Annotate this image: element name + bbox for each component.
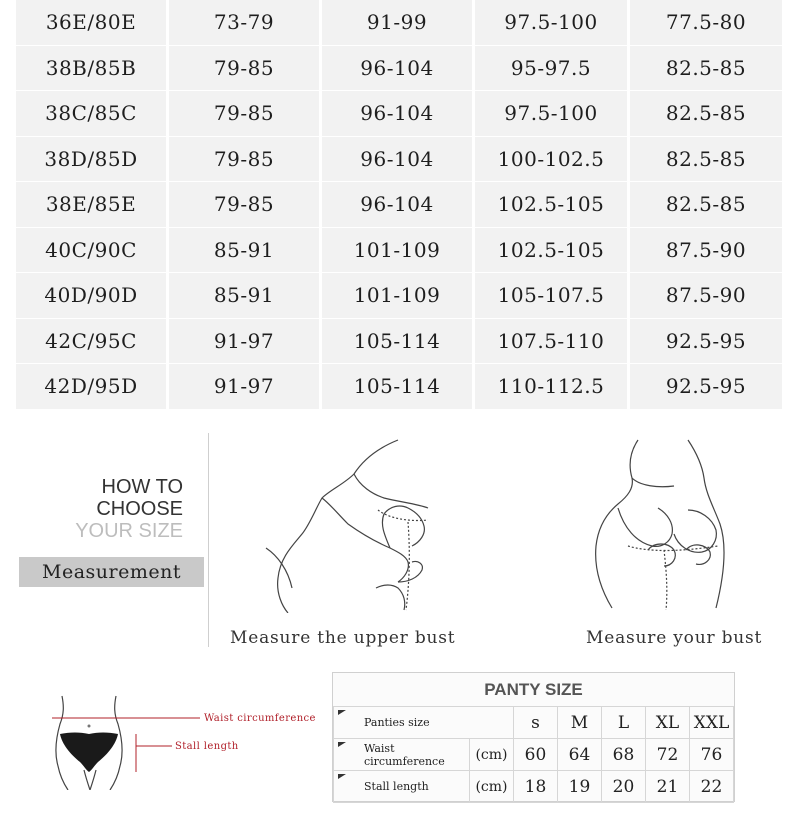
bra-measure-cell: 102.5-105 — [475, 182, 627, 227]
bra-measure-cell: 91-97 — [169, 319, 319, 364]
upper-bust-illustration — [258, 438, 458, 613]
panty-illustration — [50, 690, 330, 790]
bra-measure-cell: 96-104 — [322, 182, 472, 227]
bra-size-cell: 36E/80E — [16, 0, 166, 45]
bra-measure-cell: 79-85 — [169, 46, 319, 91]
bra-measure-cell: 77.5-80 — [630, 0, 782, 45]
bra-measure-cell: 82.5-85 — [630, 91, 782, 136]
corner-marker-icon — [338, 742, 346, 747]
bra-measure-cell: 105-107.5 — [475, 273, 627, 318]
bra-measure-cell: 91-97 — [169, 364, 319, 409]
bra-size-cell: 38D/85D — [16, 137, 166, 182]
waist-row-unit: (cm) — [470, 739, 514, 771]
waist-value: 76 — [690, 739, 734, 771]
corner-marker-icon — [338, 710, 346, 715]
bra-size-cell: 40C/90C — [16, 228, 166, 273]
bra-measure-cell: 95-97.5 — [475, 46, 627, 91]
panties-size-label: Panties size — [364, 716, 430, 729]
bra-table-row — [16, 46, 782, 91]
bra-measure-cell: 85-91 — [169, 228, 319, 273]
size-xl: XL — [646, 707, 690, 739]
bra-measure-cell: 105-114 — [322, 319, 472, 364]
bra-measure-cell: 96-104 — [322, 137, 472, 182]
bra-table-row — [16, 0, 782, 45]
bra-table-row — [16, 137, 782, 182]
bra-measure-cell: 92.5-95 — [630, 319, 782, 364]
panty-size-table — [333, 706, 734, 803]
bra-measure-cell: 79-85 — [169, 137, 319, 182]
bra-measure-cell: 107.5-110 — [475, 319, 627, 364]
howto-line-1: HOW TO — [101, 476, 183, 498]
bra-table-row — [16, 364, 782, 409]
bra-measure-cell: 100-102.5 — [475, 137, 627, 182]
panties-size-label-cell — [334, 707, 514, 739]
bra-measure-cell: 105-114 — [322, 364, 472, 409]
stall-value: 18 — [514, 771, 558, 803]
bra-table-row — [16, 182, 782, 227]
bra-measure-cell: 110-112.5 — [475, 364, 627, 409]
panty-size-panel — [332, 672, 735, 802]
stall-value: 22 — [690, 771, 734, 803]
bra-size-cell: 42C/95C — [16, 319, 166, 364]
bra-measure-cell: 101-109 — [322, 273, 472, 318]
bra-table-row — [16, 319, 782, 364]
stall-length-label: Stall length — [175, 741, 239, 752]
bra-size-table — [16, 0, 782, 410]
bra-table-row — [16, 228, 782, 273]
corner-marker-icon — [338, 774, 346, 779]
waist-value: 72 — [646, 739, 690, 771]
bra-measure-cell: 91-99 — [322, 0, 472, 45]
howto-line-3: YOUR SIZE — [75, 520, 183, 542]
size-l: L — [602, 707, 646, 739]
stall-row-label: Stall length — [364, 780, 429, 793]
howto-line-2: CHOOSE — [96, 498, 183, 520]
bra-measure-cell: 92.5-95 — [630, 364, 782, 409]
bra-measure-cell: 102.5-105 — [475, 228, 627, 273]
bra-measure-cell: 96-104 — [322, 46, 472, 91]
bra-measure-cell: 79-85 — [169, 182, 319, 227]
panty-size-title: PANTY SIZE — [484, 680, 583, 699]
bra-measure-cell: 87.5-90 — [630, 228, 782, 273]
bra-size-cell: 38B/85B — [16, 46, 166, 91]
measurement-badge: Measurement — [19, 557, 204, 587]
how-to-choose-heading — [40, 476, 183, 542]
waist-row-label-cell — [334, 739, 470, 771]
size-xxl: XXL — [690, 707, 734, 739]
waist-circumference-label: Waist circumference — [204, 713, 316, 724]
bra-measure-cell: 82.5-85 — [630, 182, 782, 227]
bra-size-cell: 40D/90D — [16, 273, 166, 318]
stall-value: 21 — [646, 771, 690, 803]
stall-value: 19 — [558, 771, 602, 803]
bra-measure-cell: 79-85 — [169, 91, 319, 136]
bra-measure-cell: 97.5-100 — [475, 91, 627, 136]
stall-row-label-cell — [334, 771, 470, 803]
bra-measure-cell: 97.5-100 — [475, 0, 627, 45]
caption-bust: Measure your bust — [586, 628, 763, 648]
bra-size-cell: 38C/85C — [16, 91, 166, 136]
bra-size-cell: 38E/85E — [16, 182, 166, 227]
bra-measure-cell: 82.5-85 — [630, 137, 782, 182]
size-m: M — [558, 707, 602, 739]
waist-value: 64 — [558, 739, 602, 771]
bra-measure-cell: 101-109 — [322, 228, 472, 273]
bust-illustration — [578, 438, 758, 610]
bra-measure-cell: 85-91 — [169, 273, 319, 318]
section-divider — [208, 433, 209, 647]
caption-upper-bust: Measure the upper bust — [230, 628, 456, 648]
panty-header-row — [334, 707, 734, 739]
bra-measure-cell: 87.5-90 — [630, 273, 782, 318]
bra-measure-cell: 96-104 — [322, 91, 472, 136]
stall-row-unit: (cm) — [470, 771, 514, 803]
waist-value: 60 — [514, 739, 558, 771]
panty-stall-row — [334, 771, 734, 803]
bra-table-row — [16, 273, 782, 318]
bra-measure-cell: 73-79 — [169, 0, 319, 45]
panty-waist-row — [334, 739, 734, 771]
size-s: s — [514, 707, 558, 739]
stall-value: 20 — [602, 771, 646, 803]
waist-row-label: Waist circumference — [364, 741, 445, 768]
bra-table-row — [16, 91, 782, 136]
bra-size-cell: 42D/95D — [16, 364, 166, 409]
waist-value: 68 — [602, 739, 646, 771]
bra-measure-cell: 82.5-85 — [630, 46, 782, 91]
